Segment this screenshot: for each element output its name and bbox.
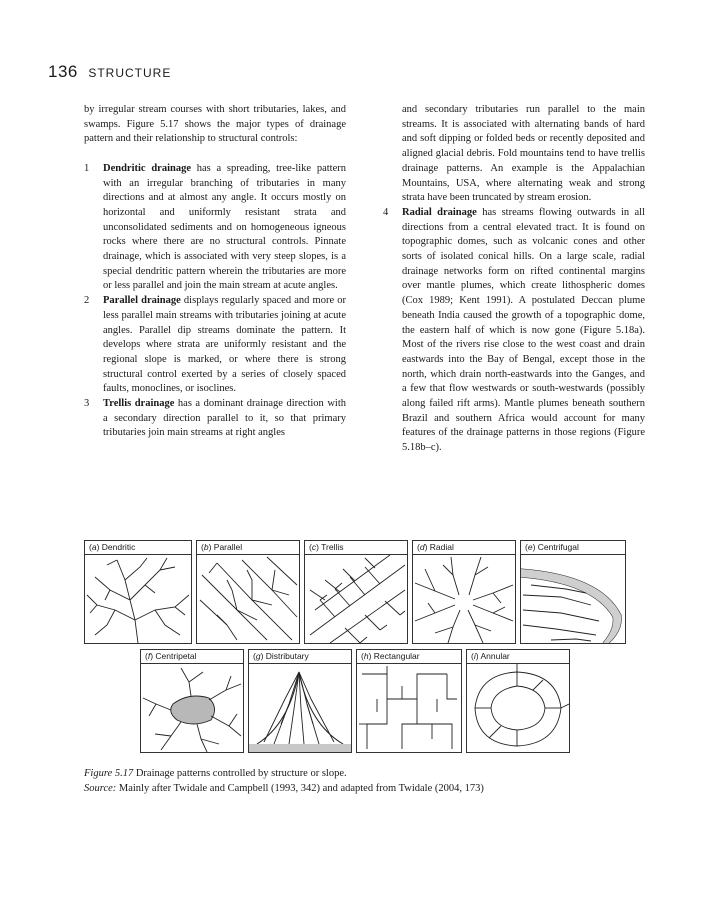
item-text: has a spreading, tree-like pattern with an irregular branching of tributaries in many directions and at almost any angle. It occurs mostly on horizontal and uniformly resistant strata and unconsolidated sediments and on homogeneous igneous rocks where there are no structural controls. Pinnate drainage, which is associated with very steep slopes, is a special dendritic pattern wherein the tributaries are more or less parallel and join the main stream at acute angles. <box>103 162 346 292</box>
panel-name: Trellis <box>321 542 344 552</box>
list-item <box>84 162 346 294</box>
panel-letter: e <box>527 542 533 552</box>
panel-dendritic: (a) Dendritic <box>84 540 192 644</box>
panel-name: Centrifugal <box>537 542 579 552</box>
panel-letter: i <box>473 651 476 661</box>
item-text: has streams flowing outwards in all directions from a central elevated tract. It is found on topographic domes, such as volcanic cones and other sorts of isolated conical hills. On a large scale, radial drainage networks form on rifted continental margins over mantle plumes, which create lithospheric domes (Cox 1989; Kent 1991). A postulated Deccan plume beneath India caused the growth of a topographic dome, the eastern half of which is now gone (Figure 5.18a). Most of the rivers rise close to the west coast and drain eastwards into the Bay of Bengal, except those in the north, which drain north-eastwards into the Ganges, and a few that flow westwards or south-westwards (possibly along failed rift arms). Mantle plumes beneath southern Brazil and southern Africa would account for many features of the drainage patterns in those regions (Figure 5.18b–c). <box>402 206 645 454</box>
panel-centrifugal: (e) Centrifugal <box>520 540 626 644</box>
figure-caption-text: Drainage patterns controlled by structure or slope. <box>135 768 347 779</box>
running-title: STRUCTURE <box>88 66 172 80</box>
list-item-continuation <box>383 103 645 206</box>
panel-letter: a <box>91 542 97 552</box>
source-label: Source: <box>84 783 117 794</box>
list-item <box>84 294 346 397</box>
source-text: Mainly after Twidale and Campbell (1993, 342) and adapted from Twidale (2004, 173) <box>118 783 484 794</box>
panel-name: Annular <box>480 651 510 661</box>
dendritic-pattern-illustration <box>85 555 191 643</box>
panel-name: Distributary <box>265 651 309 661</box>
annular-pattern-illustration <box>467 664 569 752</box>
panel-distributary: (g) Distributary <box>248 649 352 753</box>
panel-radial: (d) Radial <box>412 540 516 644</box>
page-header <box>48 62 171 82</box>
panel-name: Rectangular <box>373 651 420 661</box>
list-item <box>383 206 645 456</box>
intro-paragraph: by irregular stream courses with short tributaries, lakes, and swamps. Figure 5.17 shows the major types of drainage pattern and their relationship to structural controls: <box>84 104 346 145</box>
panel-rectangular: (h) Rectangular <box>356 649 462 753</box>
right-column <box>383 103 645 456</box>
item-term: Radial drainage <box>402 206 477 218</box>
panel-name: Dendritic <box>101 542 136 552</box>
figure-ref: Figure 5.17 <box>84 768 134 779</box>
centripetal-pattern-illustration <box>141 664 243 752</box>
panel-annular: (i) Annular <box>466 649 570 753</box>
centrifugal-pattern-illustration <box>521 555 625 643</box>
item-number: 4 <box>383 206 389 218</box>
item-term: Trellis drainage <box>103 398 175 410</box>
panel-name: Parallel <box>213 542 243 552</box>
item-text: displays regularly spaced and more or less parallel main streams with tributaries joining at acute angles. Parallel dip streams dominate the pattern. It develops where strata are uniformly resistant and the regional slope is marked, or where there is strong structural control exerted by a series of closely spaced faults, monoclines, or isoclines. <box>103 295 346 395</box>
panel-trellis: (c) Trellis <box>304 540 408 644</box>
item-number: 2 <box>84 295 90 307</box>
item-text: has a dominant drainage direction with a secondary direction parallel to it, so that primary tributaries join main streams at right angles <box>103 398 346 439</box>
item-term: Dendritic drainage <box>103 162 191 174</box>
panel-letter: f <box>147 651 151 661</box>
radial-pattern-illustration <box>413 555 515 643</box>
panel-letter: c <box>311 542 317 552</box>
item-number: 3 <box>84 398 90 410</box>
panel-letter: h <box>363 651 369 661</box>
panel-letter: d <box>419 542 425 552</box>
trellis-pattern-illustration <box>305 555 407 643</box>
page-number: 136 <box>48 62 78 81</box>
list-item <box>84 397 346 441</box>
panel-letter: g <box>255 651 261 661</box>
figure-caption <box>84 766 644 796</box>
panel-name: Radial <box>429 542 454 552</box>
continuation-text: and secondary tributaries run parallel to the main streams. It is associated with alternating bands of hard and soft dipping or folded beds or recently deposited and aligned glacial debris. Fold mountains tend to have trellis drainage patterns. An example is the Appalachian Mountains, USA, where alternating weak and strong strata have been truncated by stream erosion. <box>402 104 645 204</box>
item-term: Parallel drainage <box>103 295 181 307</box>
item-number: 1 <box>84 162 90 174</box>
panel-name: Centripetal <box>155 651 197 661</box>
left-column <box>84 103 346 441</box>
rectangular-pattern-illustration <box>357 664 461 752</box>
panel-parallel: (b) Parallel <box>196 540 300 644</box>
distributary-pattern-illustration <box>249 664 351 752</box>
panel-letter: b <box>203 542 209 552</box>
panel-centripetal: (f) Centripetal <box>140 649 244 753</box>
parallel-pattern-illustration <box>197 555 299 643</box>
